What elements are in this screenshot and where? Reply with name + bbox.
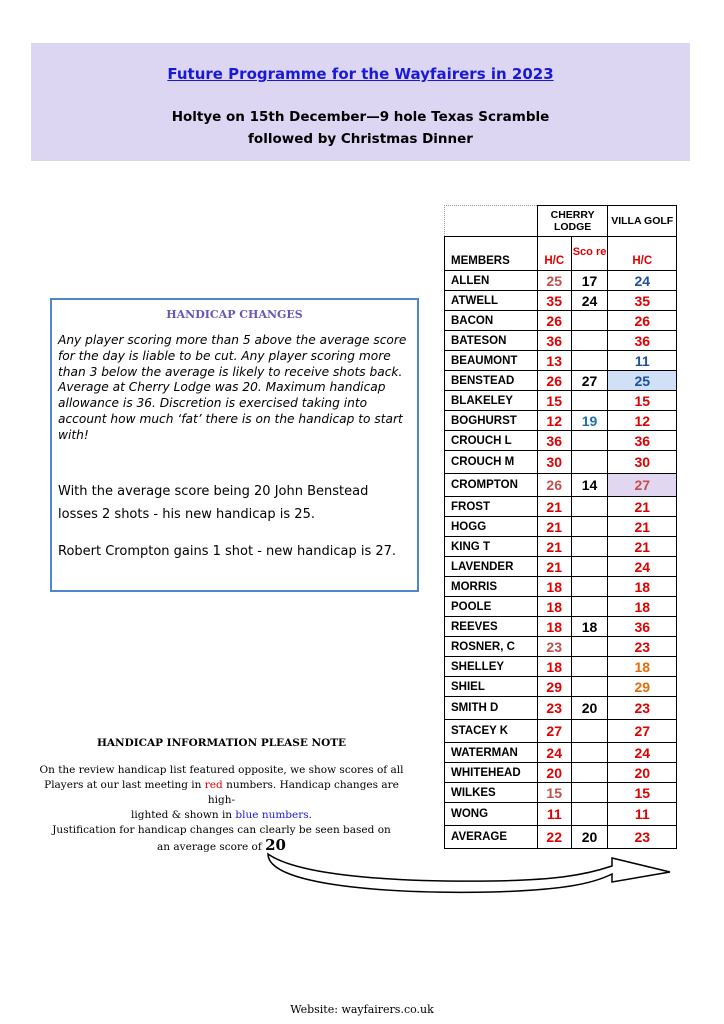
hc-header: H/C — [537, 237, 571, 271]
member-name: CROMPTON — [445, 474, 538, 497]
hc-value: 11 — [537, 803, 571, 826]
crompton-note: Robert Crompton gains 1 shot - new handicap is 27. — [58, 544, 397, 559]
programme-banner — [31, 43, 690, 161]
member-name: BOGHURST — [445, 411, 538, 431]
villa-hc-value: 12 — [608, 411, 677, 431]
score-value — [571, 497, 608, 517]
hc-value: 18 — [537, 577, 571, 597]
table-row — [445, 411, 677, 431]
banner-title[interactable]: Future Programme for the Wayfairers in 2023 — [167, 65, 554, 83]
villa-hc-value: 24 — [608, 557, 677, 577]
member-name: BLAKELEY — [445, 391, 538, 411]
score-value — [571, 311, 608, 331]
member-name: SHELLEY — [445, 657, 538, 677]
member-name: MORRIS — [445, 577, 538, 597]
score-value: 20 — [571, 697, 608, 720]
info-line-2: Players at our last meeting in red numbers. Handicap changes are high- — [44, 779, 399, 806]
member-name: WONG — [445, 803, 538, 826]
info-heading: HANDICAP INFORMATION PLEASE NOTE — [96, 737, 347, 749]
hc-value: 22 — [537, 826, 571, 849]
table-row — [445, 597, 677, 617]
table-row — [445, 537, 677, 557]
member-name: AVERAGE — [445, 826, 538, 849]
table-row — [445, 474, 677, 497]
score-value — [571, 803, 608, 826]
handicap-rules-text — [58, 333, 413, 444]
member-name: LAVENDER — [445, 557, 538, 577]
info-line-3: lighted & shown in blue numbers. — [131, 809, 312, 821]
score-value — [571, 763, 608, 783]
hc-value: 21 — [537, 557, 571, 577]
villa-hc-value: 21 — [608, 537, 677, 557]
table-row — [445, 371, 677, 391]
villa-hc-value: 15 — [608, 783, 677, 803]
member-name: WATERMAN — [445, 743, 538, 763]
villa-hc-value: 36 — [608, 331, 677, 351]
hc-value: 30 — [537, 451, 571, 474]
member-name: ROSNER, C — [445, 637, 538, 657]
website-footer[interactable]: Website: wayfairers.co.uk — [290, 1003, 434, 1016]
villa-hc-value: 29 — [608, 677, 677, 697]
score-value: 19 — [571, 411, 608, 431]
hc-value: 24 — [537, 743, 571, 763]
table-header-row — [445, 206, 677, 237]
hc-value: 26 — [537, 474, 571, 497]
score-value — [571, 677, 608, 697]
table-row — [445, 743, 677, 763]
hc-value: 18 — [537, 617, 571, 637]
hc-value: 15 — [537, 391, 571, 411]
member-name: WILKES — [445, 783, 538, 803]
hc-value: 36 — [537, 331, 571, 351]
villa-hc-value: 23 — [608, 637, 677, 657]
villa-hc-value: 21 — [608, 497, 677, 517]
average-text: Average at Cherry Lodge was 20. Maximum handicap allowance is 36. Discretion is exercised taking into account how much ‘fat’ there is on the handicap to start with! — [58, 380, 403, 442]
table-row — [445, 577, 677, 597]
score-value — [571, 783, 608, 803]
score-value — [571, 331, 608, 351]
villa-hc-value: 18 — [608, 577, 677, 597]
blank-header-cell — [445, 206, 538, 237]
score-value — [571, 720, 608, 743]
table-row — [445, 291, 677, 311]
score-value — [571, 637, 608, 657]
member-name: SHIEL — [445, 677, 538, 697]
villa-hc-value: 20 — [608, 763, 677, 783]
member-name: SMITH D — [445, 697, 538, 720]
hc-value: 36 — [537, 431, 571, 451]
member-name: ALLEN — [445, 271, 538, 291]
villa-hc-value: 23 — [608, 697, 677, 720]
member-name: FROST — [445, 497, 538, 517]
villa-hc-value: 23 — [608, 826, 677, 849]
member-name: BENSTEAD — [445, 371, 538, 391]
villa-hc-value: 35 — [608, 291, 677, 311]
score-value: 20 — [571, 826, 608, 849]
hc-value: 15 — [537, 783, 571, 803]
villa-hc-value: 36 — [608, 431, 677, 451]
score-value — [571, 351, 608, 371]
table-row — [445, 720, 677, 743]
score-value — [571, 577, 608, 597]
table-row — [445, 271, 677, 291]
hc-value: 23 — [537, 697, 571, 720]
member-name: BACON — [445, 311, 538, 331]
handicap-info-note — [34, 736, 409, 855]
villa-hc-value: 18 — [608, 597, 677, 617]
member-name: STACEY K — [445, 720, 538, 743]
hc-value: 26 — [537, 371, 571, 391]
villa-hc-value: 24 — [608, 271, 677, 291]
member-name: WHITEHEAD — [445, 763, 538, 783]
table-row — [445, 311, 677, 331]
member-name: HOGG — [445, 517, 538, 537]
benstead-note: With the average score being 20 John Benstead losses 2 shots - his new handicap is 25. — [58, 484, 369, 522]
villa-hc-value: 27 — [608, 474, 677, 497]
villa-hc-value: 26 — [608, 311, 677, 331]
hc-value: 13 — [537, 351, 571, 371]
score-value — [571, 517, 608, 537]
villa-hc-value: 11 — [608, 351, 677, 371]
member-name: CROUCH L — [445, 431, 538, 451]
score-value: 14 — [571, 474, 608, 497]
handicap-changes-box — [50, 298, 419, 592]
table-row — [445, 391, 677, 411]
score-value — [571, 537, 608, 557]
score-value — [571, 557, 608, 577]
score-value — [571, 431, 608, 451]
table-row — [445, 451, 677, 474]
event-subline: followed by Christmas Dinner — [248, 131, 473, 147]
member-name: POOLE — [445, 597, 538, 617]
member-name: KING T — [445, 537, 538, 557]
villa-hc-value: 27 — [608, 720, 677, 743]
table-row — [445, 517, 677, 537]
members-header: MEMBERS — [445, 237, 538, 271]
info-line-5: an average score of 20 — [157, 836, 286, 854]
hc-value: 29 — [537, 677, 571, 697]
hc-value: 21 — [537, 517, 571, 537]
hc-value: 27 — [537, 720, 571, 743]
hc-value: 18 — [537, 657, 571, 677]
villa-hc-value: 30 — [608, 451, 677, 474]
villa-golf-header: VILLA GOLF — [608, 206, 677, 237]
member-name: BEAUMONT — [445, 351, 538, 371]
member-name: ATWELL — [445, 291, 538, 311]
hc-value: 20 — [537, 763, 571, 783]
villa-hc-value: 36 — [608, 617, 677, 637]
event-line: Holtye on 15th December—9 hole Texas Scramble — [171, 109, 550, 125]
table-row — [445, 657, 677, 677]
villa-hc-value: 25 — [608, 371, 677, 391]
red-word: red — [204, 779, 223, 791]
villa-hc-value: 18 — [608, 657, 677, 677]
table-row — [445, 431, 677, 451]
score-value: 17 — [571, 271, 608, 291]
info-line-4: Justification for handicap changes can clearly be seen based on — [52, 824, 391, 836]
villa-hc-value: 11 — [608, 803, 677, 826]
villa-hc-value: 21 — [608, 517, 677, 537]
handicap-table — [444, 205, 677, 849]
handicap-changes-heading: HANDICAP CHANGES — [166, 308, 303, 321]
table-row — [445, 783, 677, 803]
villa-hc-value: 24 — [608, 743, 677, 763]
score-value: 24 — [571, 291, 608, 311]
table-row — [445, 497, 677, 517]
score-value: 27 — [571, 371, 608, 391]
score-value — [571, 597, 608, 617]
table-row — [445, 331, 677, 351]
table-subheader-row — [445, 237, 677, 271]
table-row — [445, 557, 677, 577]
curved-arrow-icon — [262, 848, 682, 900]
hc-value: 12 — [537, 411, 571, 431]
table-row — [445, 677, 677, 697]
rules-text: Any player scoring more than 5 above the average score for the day is liable to be cut. Any player scoring more than 3 below the average is likely to receive shots back. — [58, 333, 407, 379]
hc-value: 21 — [537, 537, 571, 557]
hc-value: 26 — [537, 311, 571, 331]
table-row — [445, 351, 677, 371]
hc-value: 18 — [537, 597, 571, 617]
member-name: BATESON — [445, 331, 538, 351]
table-row — [445, 637, 677, 657]
cherry-lodge-header: CHERRY LODGE — [537, 206, 608, 237]
table-row — [445, 803, 677, 826]
score-value — [571, 391, 608, 411]
table-row — [445, 826, 677, 849]
villa-hc-header: H/C — [608, 237, 677, 271]
table-row — [445, 763, 677, 783]
score-value: 18 — [571, 617, 608, 637]
score-value — [571, 743, 608, 763]
blue-word: blue numbers — [235, 809, 309, 821]
hc-value: 23 — [537, 637, 571, 657]
score-header: Sco re — [571, 237, 608, 271]
villa-hc-value: 15 — [608, 391, 677, 411]
hc-value: 25 — [537, 271, 571, 291]
member-name: CROUCH M — [445, 451, 538, 474]
average-score-value: 20 — [265, 836, 286, 854]
member-name: REEVES — [445, 617, 538, 637]
hc-value: 21 — [537, 497, 571, 517]
table-row — [445, 617, 677, 637]
score-value — [571, 657, 608, 677]
score-value — [571, 451, 608, 474]
info-line-1: On the review handicap list featured opposite, we show scores of all — [39, 764, 404, 776]
table-row — [445, 697, 677, 720]
hc-value: 35 — [537, 291, 571, 311]
